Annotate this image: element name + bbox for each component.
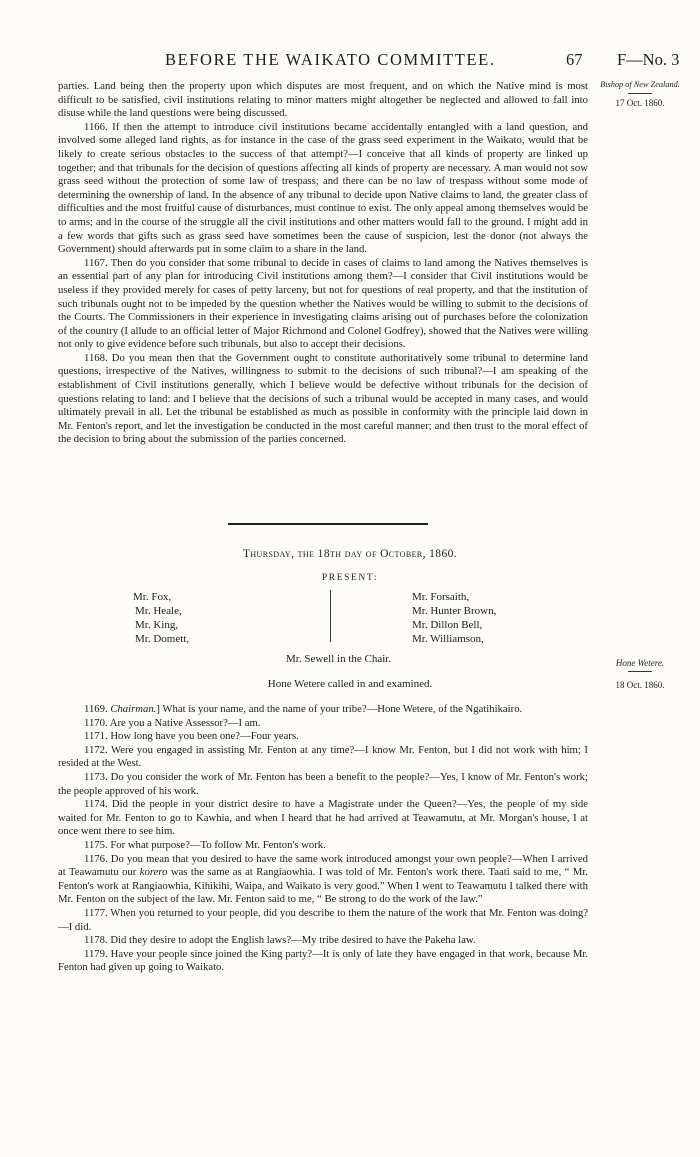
member-name: Mr. King, [135,619,179,631]
question-1169 [58,703,588,717]
question-1176 [58,853,588,907]
member-name: Mr. Fox, [133,591,172,603]
margin-rule [628,671,652,672]
margin-witness-name: Bishop of New Zealand. [600,80,680,89]
question-number: 1169. [84,703,108,715]
paragraph: 1166. If then the attempt to introduce civil institutions became accidentally entangled with a land question, and involved some alleged land rights, as for instance in the case of the grass seed experiment in the Waikato, would that be likely to create serious obstacles to the success of that attempt?—I conceive that all kinds of property are linked up together; and that tribunals for the decision of questions affecting all kinds of property are necessary. A man would not sow grass seed without the protection of some law of trespass; and there can be no law of trespass without some mode of determining the ownership of land. In the absence of any tribunal to decide upon Native claims to land, the greater class of difficulties and the most fruitful cause of disturbances, must continue to exist. The only appeal among themselves would be to arms; and in the course of the struggle all the civil institutions and other matters would fall to the ground. I might add in a few words that gifts such as grass seed have sometimes been the cause of suspicion, lest the donor (not always the Government) should afterwards put in some claim to a share in the land. [58,120,588,256]
question-1172: 1172. Were you engaged in assisting Mr. Fenton at any time?—I know Mr. Fenton, but I did not work with him; I resided at the West. [58,743,588,770]
member-name: Mr. Forsaith, [412,591,470,603]
section-separator [228,523,428,525]
member-name: Mr. Dillon Bell, [412,619,483,631]
testimony-section-2 [58,703,588,975]
members-left-column [133,590,189,646]
paragraph: 1167. Then do you consider that some tribunal to decide in cases of claims to land among the Natives themselves is an essential part of any plan for introducing Civil institutions among them?—I consider that Civil institutions would be useless if they provided merely for cases of petty larceny, but not for questions of real property, and that the institution of such tribunals ought not to be impeded by the question whether the Natives would be willing to submit to the decisions of the Courts. The Commissioners in their experience in investigating claims arising out of purchases before the colonization of the country (I allude to an official letter of Major Richmond and Colonel Godfrey), showed that the Natives were willing not only to give evidence before such tribunals, but also to accept their decisions. [58,256,588,351]
paragraph: 1168. Do you mean then that the Government ought to constitute authoritatively some tribunal to determine land questions, irrespective of the Natives, willingness to submit to the decisions of such tribunal?—I am speaking of the establishment of Civil institutions generally, which I believe would be defective without tribunals for the decision of questions relating to land: and I believe that the decisions of such a tribunal would be accepted in many cases, and would ultimately prevail in all. Let the tribunal be established as much as possible in conformity with the principle laid down in Mr. Fenton's report, and let the investigation be conducted in the most careful manner; and then trust to the moral effect of the decision to bring about the submission of the parties concerned. [58,351,588,446]
page-number: 67 [566,50,583,69]
margin-date: 17 Oct. 1860. [615,98,665,108]
question-1179: 1179. Have your people since joined the King party?—It is only of late they have engaged in that work, because Mr. Fenton had given up going to Waikato. [58,947,588,974]
paragraph: parties. Land being then the property upon which disputes are most frequent, and on which the Native mind is most difficult to be satisfied, civil institutions relating to minor matters might altogether be neglected and allowed to fall into disuse while the land questions were being discussed. [58,80,588,120]
member-name: Mr. Hunter Brown, [412,605,497,617]
question-1174: 1174. Did the people in your district desire to have a Magistrate under the Queen?—Yes, the people of my side waited for Mr. Fenton to go to Kawhia, and when I heard that he had arrived at Teawamutu, at Mr. Morgan's house, I at once went there to see him. [58,798,588,838]
question-text: was the same as at Rangiaowhia. I was told of Mr. Fenton's work there. Taati said to me, “ Mr. Fenton's work at Rangiaowhia, Kihikihi, Waipa, and Waikato is very good.” When I went to Teawamutu I talked there with Mr. Fenton on the subject of the law. Mr. Fenton said to me, “ Be strong to do the work of the law.” [58,866,588,906]
witness-called-line: Hone Wetere called in and examined. [267,678,433,690]
speaker-label: Chairman. [110,703,157,715]
running-title: BEFORE THE WAIKATO COMMITTEE. [165,50,496,69]
question-1171: 1171. How long have you been one?—Four years. [84,730,299,743]
session-dateline: Thursday, the 18th day of October, 1860. [242,548,458,560]
member-name: Mr. Heale, [135,605,182,617]
testimony-section-1 [58,80,588,447]
member-name: Mr. Williamson, [412,633,484,645]
chair-line: Mr. Sewell in the Chair. [286,653,392,665]
document-reference: F—No. 3 [617,50,680,69]
question-1175: 1175. For what purpose?—To follow Mr. Fenton's work. [84,838,326,851]
question-text: 1176. Do you mean that you desired to have the same work introduced amongst your own people?—When I arrived at Teawamutu our [58,852,588,879]
member-name: Mr. Domett, [135,633,190,645]
present-label: PRESENT: [321,573,379,583]
question-1170: 1170. Are you a Native Assessor?—I am. [84,716,261,729]
column-divider [330,590,331,642]
italic-word: korero [139,866,168,879]
page-header [0,50,700,74]
question-1177: 1177. When you returned to your people, did you describe to them the nature of the work that Mr. Fenton was doing?—I did. [58,906,588,933]
margin-note-witness-1 [590,80,690,108]
question-text: ] What is your name, and the name of your tribe?—Hone Wetere, of the Ngatihikairo. [156,703,523,715]
margin-rule [628,93,652,94]
margin-witness-name: Hone Wetere. [615,658,665,668]
members-present [0,590,700,652]
members-right-column [412,590,496,646]
question-1178: 1178. Did they desire to adopt the English laws?—My tribe desired to have the Pakeha law. [84,934,476,947]
margin-date: 18 Oct. 1860. [615,680,665,690]
question-1173: 1173. Do you consider the work of Mr. Fenton has been a benefit to the people?—Yes, I know of Mr. Fenton's work; the people approved of his work. [58,770,588,797]
